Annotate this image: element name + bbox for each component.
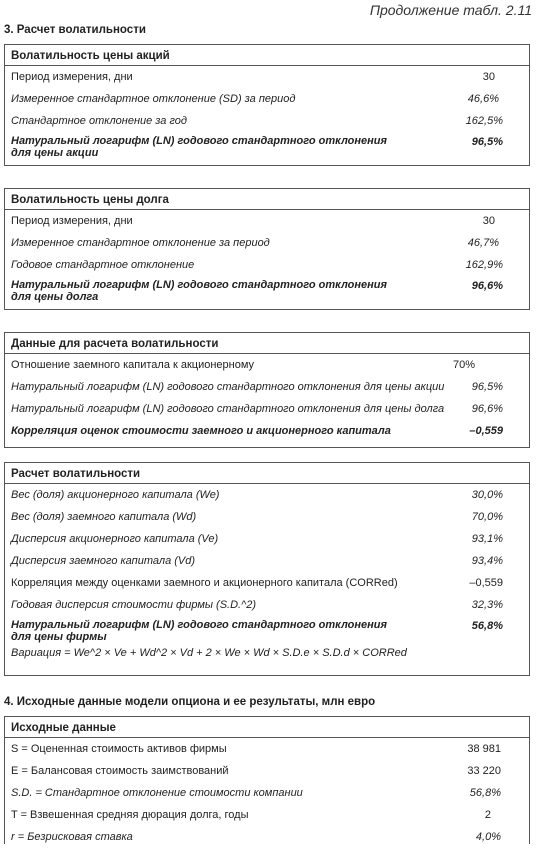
- table-row: [5, 616, 529, 642]
- table-row: [5, 66, 529, 88]
- row-value: 2: [484, 809, 491, 821]
- row-value: 93,4%: [471, 555, 503, 567]
- row-label: S = Оцененная стоимость активов фирмы: [11, 743, 227, 755]
- row-label-cont: для цены акции: [11, 147, 99, 159]
- row-value: 30: [482, 71, 495, 83]
- table-row: [5, 826, 529, 848]
- row-label: Измеренное стандартное отклонение за период: [11, 237, 270, 249]
- table-row: [5, 254, 529, 276]
- row-value: 46,6%: [467, 93, 499, 105]
- table-row: [5, 484, 529, 506]
- row-label: E = Балансовая стоимость заимствований: [11, 765, 229, 777]
- row-label: Измеренное стандартное отклонение (SD) за период: [11, 93, 296, 105]
- table-row: [5, 760, 529, 782]
- row-label: r = Безрисковая ставка: [11, 831, 133, 843]
- table-row: [5, 398, 529, 420]
- table-row: [5, 88, 529, 110]
- row-label: Натуральный логарифм (LN) годового стандартного отклонения для цены акции: [11, 381, 445, 393]
- row-label: Период измерения, дни: [11, 71, 133, 83]
- volatility-calc-box: [4, 462, 530, 676]
- continuation-label: Продолжение табл. 2.11: [369, 2, 532, 18]
- formula-row: [5, 642, 529, 664]
- row-label: Дисперсия акционерного капитала (Ve): [11, 533, 219, 545]
- row-value: 38 981: [467, 743, 501, 755]
- row-value: 93,1%: [471, 533, 503, 545]
- row-value: 33 220: [467, 765, 501, 777]
- table-row: [5, 782, 529, 804]
- row-value: 32,3%: [471, 599, 503, 611]
- table-row: [5, 210, 529, 232]
- row-value: 70,0%: [471, 511, 503, 523]
- row-value: 70%: [452, 359, 475, 371]
- table-row: [5, 110, 529, 132]
- table-row: [5, 572, 529, 594]
- row-label: Натуральный логарифм (LN) годового стандартного отклонения: [11, 619, 387, 631]
- box-header: Волатильность цены долга: [5, 189, 529, 210]
- table-row: [5, 132, 529, 158]
- row-value: 162,9%: [465, 259, 503, 271]
- row-value: –0,559: [469, 425, 503, 437]
- row-label-cont: для цены фирмы: [11, 631, 107, 643]
- row-value: 162,5%: [465, 115, 503, 127]
- table-row: [5, 420, 529, 442]
- row-label: Дисперсия заемного капитала (Vd): [11, 555, 196, 567]
- row-value: 96,5%: [471, 381, 503, 393]
- option-inputs-box: [4, 716, 530, 844]
- row-label: Стандартное отклонение за год: [11, 115, 187, 127]
- row-label: Натуральный логарифм (LN) годового стандартного отклонения: [11, 135, 387, 147]
- section3-title: 3. Расчет волатильности: [4, 24, 146, 36]
- section4-title: 4. Исходные данные модели опциона и ее результаты, млн евро: [4, 696, 376, 708]
- row-label: Отношение заемного капитала к акционерному: [11, 359, 255, 371]
- row-value: –0,559: [469, 577, 503, 589]
- row-label: Годовая дисперсия стоимости фирмы (S.D.^2): [11, 599, 257, 611]
- row-label: Период измерения, дни: [11, 215, 133, 227]
- row-label: T = Взвешенная средняя дюрация долга, годы: [11, 809, 249, 821]
- box-header: Расчет волатильности: [5, 463, 529, 484]
- table-row: [5, 506, 529, 528]
- box-header: Исходные данные: [5, 717, 529, 738]
- row-label: Натуральный логарифм (LN) годового стандартного отклонения для цены долга: [11, 403, 445, 415]
- row-value: 56,8%: [471, 620, 503, 632]
- stock-volatility-box: [4, 44, 530, 166]
- row-label: Вес (доля) заемного капитала (Wd): [11, 511, 197, 523]
- row-value: 96,5%: [471, 136, 503, 148]
- table-row: [5, 804, 529, 826]
- row-value: 4,0%: [475, 831, 501, 843]
- debt-volatility-box: [4, 188, 530, 310]
- table-row: [5, 594, 529, 616]
- table-row: [5, 528, 529, 550]
- table-row: [5, 376, 529, 398]
- box-header: Волатильность цены акций: [5, 45, 529, 66]
- row-value: 96,6%: [471, 403, 503, 415]
- row-value: 96,6%: [471, 280, 503, 292]
- table-row: [5, 232, 529, 254]
- row-value: 46,7%: [467, 237, 499, 249]
- variance-formula: Вариация = We^2 × Ve + Wd^2 × Vd + 2 × We × Wd × S.D.e × S.D.d × CORRed: [11, 647, 407, 659]
- row-label-cont: для цены долга: [11, 291, 99, 303]
- row-value: 30: [482, 215, 495, 227]
- table-row: [5, 276, 529, 302]
- row-label: S.D. = Стандартное отклонение стоимости компании: [11, 787, 303, 799]
- table-row: [5, 738, 529, 760]
- table-row: [5, 354, 529, 376]
- row-label: Годовое стандартное отклонение: [11, 259, 195, 271]
- row-value: 30,0%: [471, 489, 503, 501]
- row-label: Натуральный логарифм (LN) годового стандартного отклонения: [11, 279, 387, 291]
- table-row: [5, 550, 529, 572]
- row-label: Корреляция оценок стоимости заемного и акционерного капитала: [11, 425, 391, 437]
- row-value: 56,8%: [469, 787, 501, 799]
- row-label: Корреляция между оценками заемного и акционерного капитала (CORRed): [11, 577, 398, 589]
- row-label: Вес (доля) акционерного капитала (We): [11, 489, 220, 501]
- volatility-inputs-box: [4, 332, 530, 448]
- box-header: Данные для расчета волатильности: [5, 333, 529, 354]
